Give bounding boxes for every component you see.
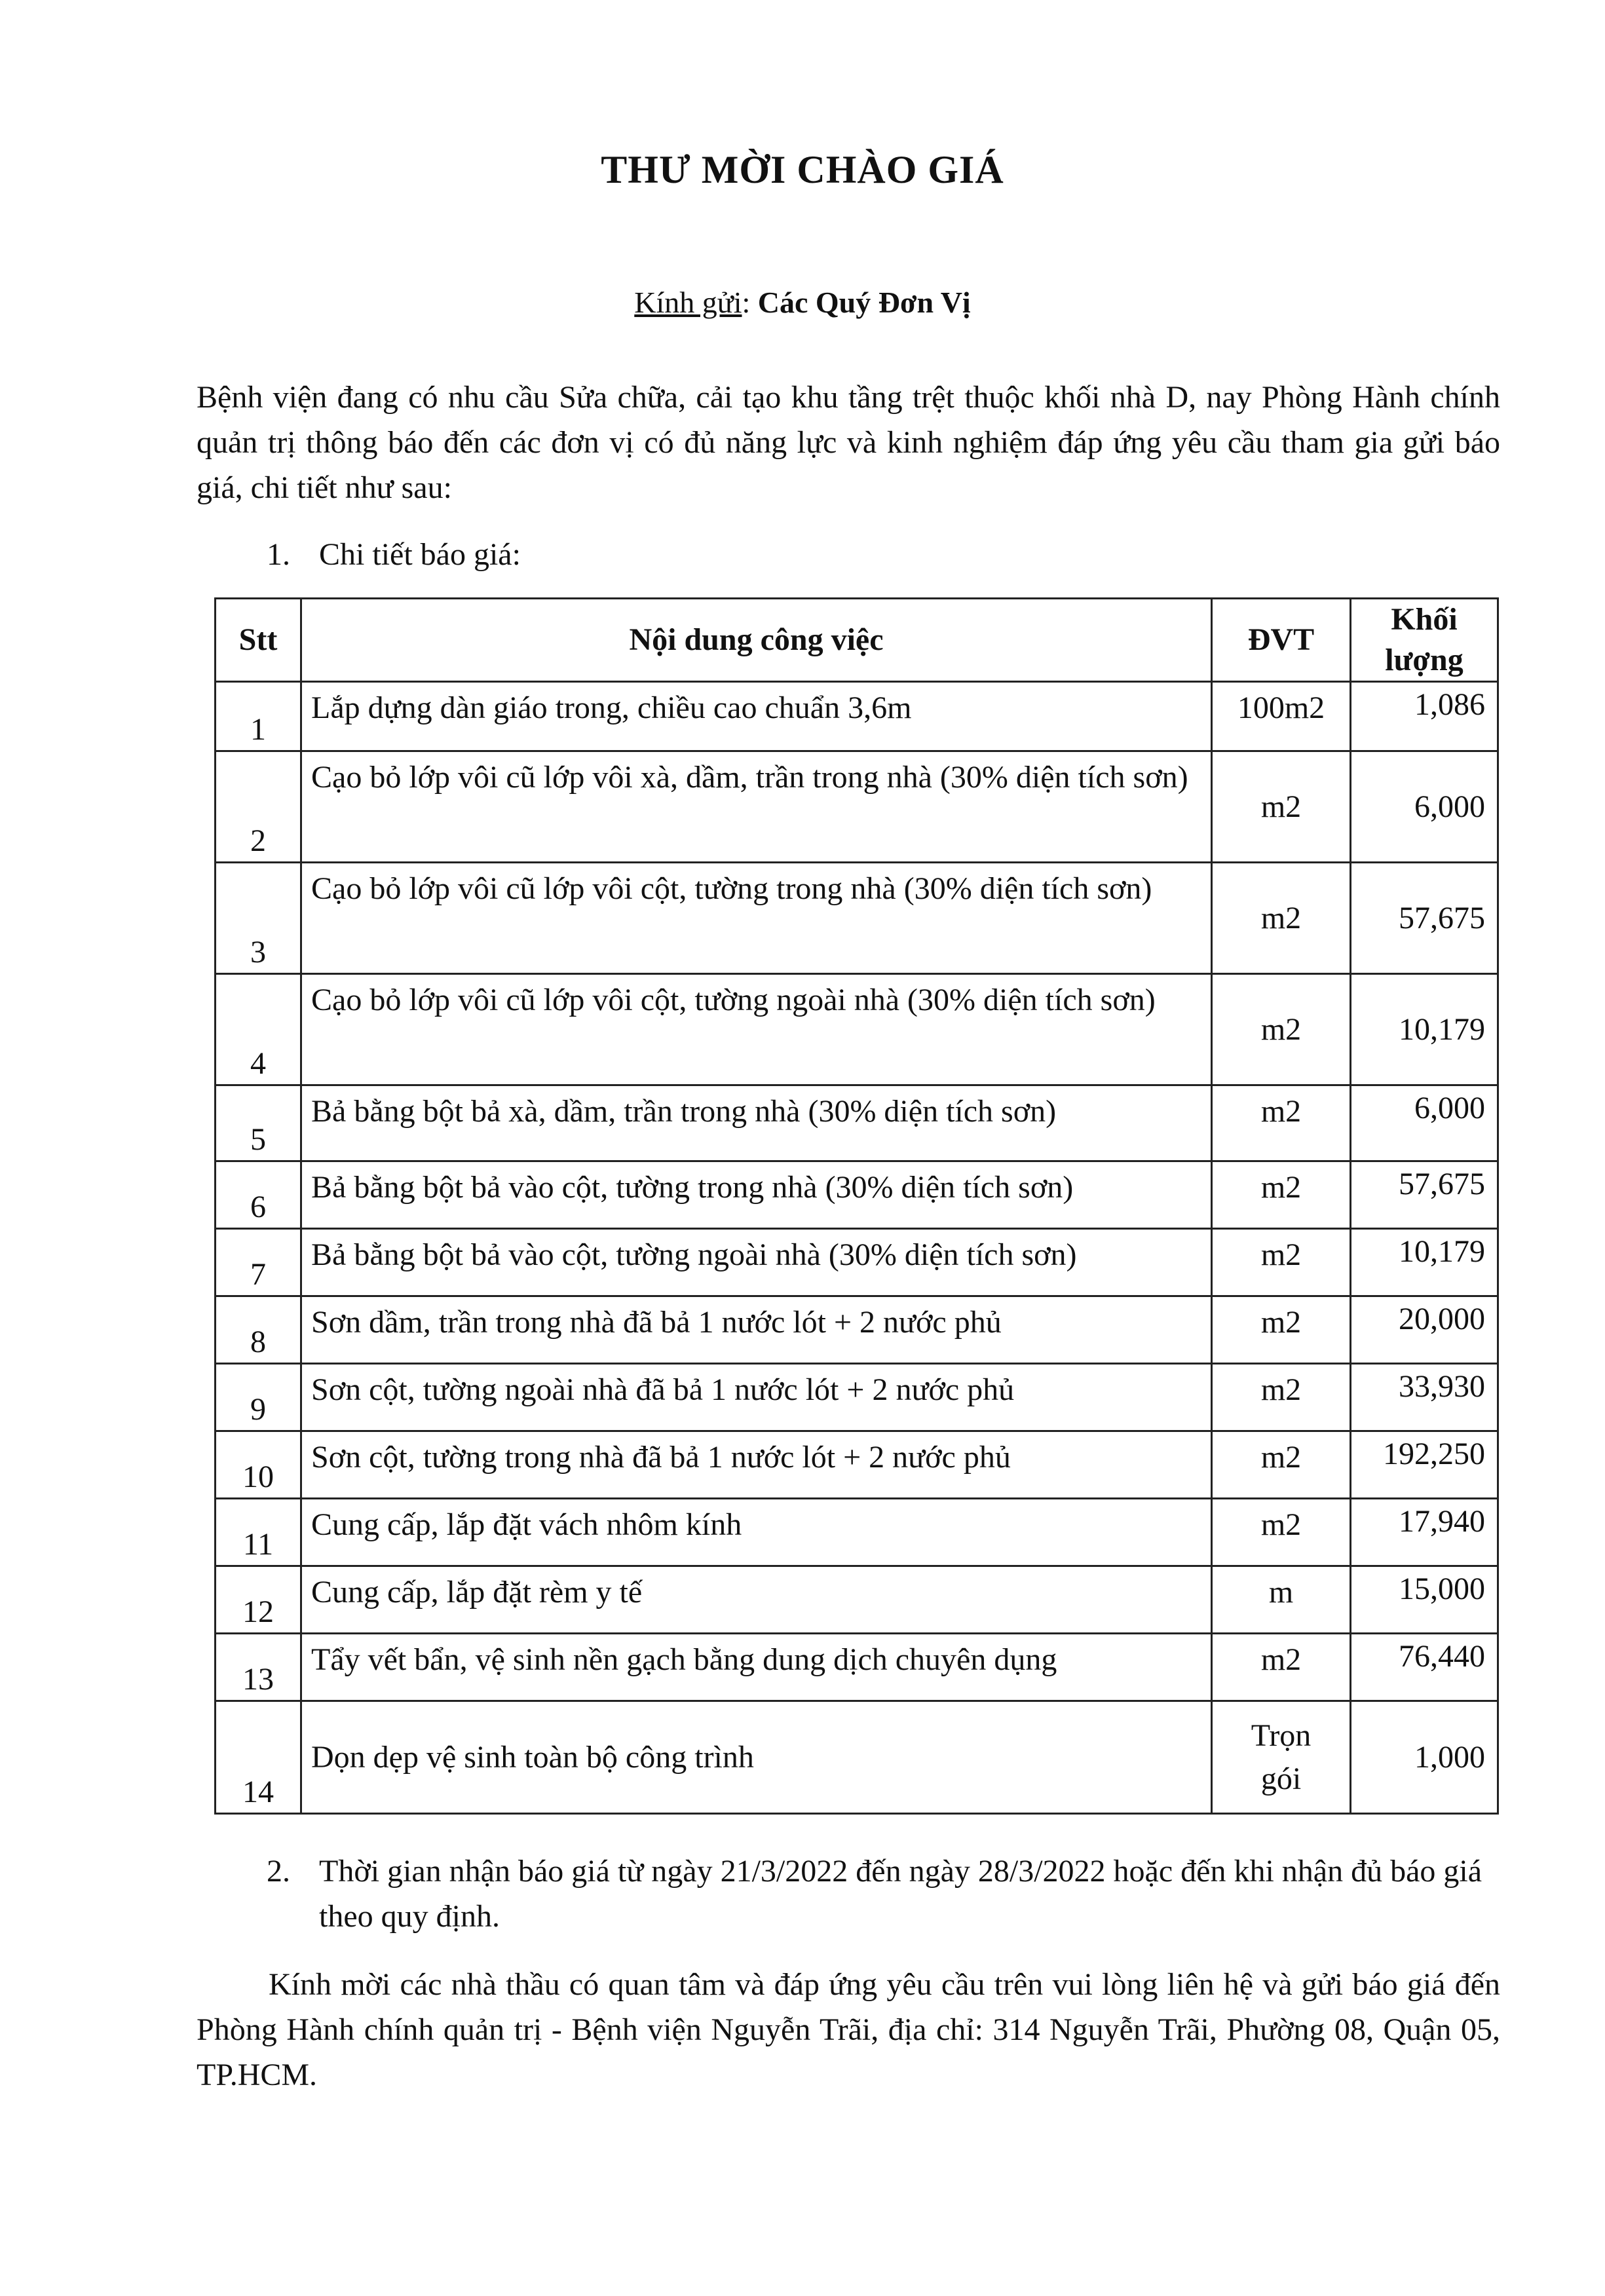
table-row: [216, 1701, 1498, 1814]
row-content: Bả bằng bột bả vào cột, tường trong nhà (30% diện tích sơn): [301, 1161, 1212, 1229]
row-stt: 10: [216, 1431, 301, 1499]
row-content: Cung cấp, lắp đặt vách nhôm kính: [301, 1499, 1212, 1566]
row-unit: m2: [1212, 1229, 1351, 1296]
row-content: Tẩy vết bẩn, vệ sinh nền gạch bằng dung dịch chuyên dụng: [301, 1634, 1212, 1701]
row-stt: 3: [216, 863, 301, 974]
row-quantity: 57,675: [1351, 1161, 1498, 1229]
table-row: [216, 1085, 1498, 1161]
table-row: [216, 863, 1498, 974]
row-stt: 1: [216, 682, 301, 751]
row-quantity: 15,000: [1351, 1566, 1498, 1634]
row-unit: m: [1212, 1566, 1351, 1634]
row-unit: m2: [1212, 1634, 1351, 1701]
row-content: Cạo bỏ lớp vôi cũ lớp vôi cột, tường trong nhà (30% diện tích sơn): [301, 863, 1212, 974]
row-quantity: 6,000: [1351, 1085, 1498, 1161]
row-stt: 8: [216, 1296, 301, 1364]
row-unit: m2: [1212, 1499, 1351, 1566]
row-quantity: 10,179: [1351, 1229, 1498, 1296]
row-quantity: 17,940: [1351, 1499, 1498, 1566]
table-row: [216, 1431, 1498, 1499]
row-stt: 5: [216, 1085, 301, 1161]
row-unit: m2: [1212, 1364, 1351, 1431]
table-row: [216, 682, 1498, 751]
quote-table: [214, 597, 1499, 1815]
row-unit: m2: [1212, 974, 1351, 1085]
row-quantity: 76,440: [1351, 1634, 1498, 1701]
row-content: Sơn cột, tường trong nhà đã bả 1 nước lót + 2 nước phủ: [301, 1431, 1212, 1499]
header-quantity: Khối lượng: [1351, 599, 1498, 682]
row-stt: 7: [216, 1229, 301, 1296]
row-stt: 9: [216, 1364, 301, 1431]
header-stt: Stt: [216, 599, 301, 682]
table-row: [216, 1229, 1498, 1296]
row-content: Sơn dầm, trần trong nhà đã bả 1 nước lót + 2 nước phủ: [301, 1296, 1212, 1364]
row-content: Cạo bỏ lớp vôi cũ lớp vôi xà, dầm, trần trong nhà (30% diện tích sơn): [301, 751, 1212, 863]
table-header-row: [216, 599, 1498, 682]
row-unit: m2: [1212, 1431, 1351, 1499]
row-quantity: 6,000: [1351, 751, 1498, 863]
row-unit: 100m2: [1212, 682, 1351, 751]
table-row: [216, 1296, 1498, 1364]
table-row: [216, 1634, 1498, 1701]
section-2-number: 2.: [267, 1854, 290, 1889]
greeting-label: Kính gửi: [634, 286, 742, 319]
table-row: [216, 1364, 1498, 1431]
row-quantity: 20,000: [1351, 1296, 1498, 1364]
table-row: [216, 1566, 1498, 1634]
row-unit: m2: [1212, 751, 1351, 863]
table-row: [216, 1499, 1498, 1566]
row-unit: m2: [1212, 863, 1351, 974]
table-row: [216, 1161, 1498, 1229]
greeting: Kính gửi: Các Quý Đơn Vị: [634, 286, 971, 319]
row-content: Sơn cột, tường ngoài nhà đã bả 1 nước lót + 2 nước phủ: [301, 1364, 1212, 1431]
row-unit: m2: [1212, 1296, 1351, 1364]
row-stt: 14: [216, 1701, 301, 1814]
row-content: Cạo bỏ lớp vôi cũ lớp vôi cột, tường ngoài nhà (30% diện tích sơn): [301, 974, 1212, 1085]
row-stt: 13: [216, 1634, 301, 1701]
section-1-number: 1.: [267, 537, 290, 572]
row-unit: Trọn gói: [1212, 1701, 1351, 1814]
row-content: Bả bằng bột bả xà, dầm, trần trong nhà (30% diện tích sơn): [301, 1085, 1212, 1161]
row-content: Dọn dẹp vệ sinh toàn bộ công trình: [301, 1701, 1212, 1814]
row-quantity: 192,250: [1351, 1431, 1498, 1499]
section-2: [267, 1849, 1503, 1939]
intro-paragraph: Bệnh viện đang có nhu cầu Sửa chữa, cải tạo khu tầng trệt thuộc khối nhà D, nay Phòng Hành chính quản trị thông báo đến các đơn vị có đủ năng lực và kinh nghiệm đáp ứng yêu cầu tham gia gửi báo giá, chi tiết như sau:: [197, 380, 1500, 505]
section-2-text: Thời gian nhận báo giá từ ngày 21/3/2022 đến ngày 28/3/2022 hoặc đến khi nhận đủ báo giá theo quy định.: [319, 1854, 1482, 1934]
row-stt: 6: [216, 1161, 301, 1229]
header-content: Nội dung công việc: [301, 599, 1212, 682]
table-row: [216, 974, 1498, 1085]
closing-paragraph: Kính mời các nhà thầu có quan tâm và đáp ứng yêu cầu trên vui lòng liên hệ và gửi báo giá đến Phòng Hành chính quản trị - Bệnh viện Nguyễn Trãi, địa chỉ: 314 Nguyễn Trãi, Phường 08, Quận 05, TP.HCM.: [197, 1967, 1500, 2092]
row-stt: 11: [216, 1499, 301, 1566]
row-unit: m2: [1212, 1085, 1351, 1161]
row-unit: m2: [1212, 1161, 1351, 1229]
page-title: THƯ MỜI CHÀO GIÁ: [601, 148, 1004, 191]
section-1-text: Chi tiết báo giá:: [319, 537, 521, 572]
row-content: Lắp dựng dàn giáo trong, chiều cao chuẩn 3,6m: [301, 682, 1212, 751]
row-stt: 4: [216, 974, 301, 1085]
section-1: [267, 532, 1503, 577]
row-quantity: 1,000: [1351, 1701, 1498, 1814]
row-stt: 12: [216, 1566, 301, 1634]
row-stt: 2: [216, 751, 301, 863]
row-quantity: 1,086: [1351, 682, 1498, 751]
row-quantity: 33,930: [1351, 1364, 1498, 1431]
row-content: Bả bằng bột bả vào cột, tường ngoài nhà (30% diện tích sơn): [301, 1229, 1212, 1296]
row-quantity: 10,179: [1351, 974, 1498, 1085]
greeting-recipient: Các Quý Đơn Vị: [757, 286, 971, 319]
row-content: Cung cấp, lắp đặt rèm y tế: [301, 1566, 1212, 1634]
row-quantity: 57,675: [1351, 863, 1498, 974]
table-row: [216, 751, 1498, 863]
header-unit: ĐVT: [1212, 599, 1351, 682]
